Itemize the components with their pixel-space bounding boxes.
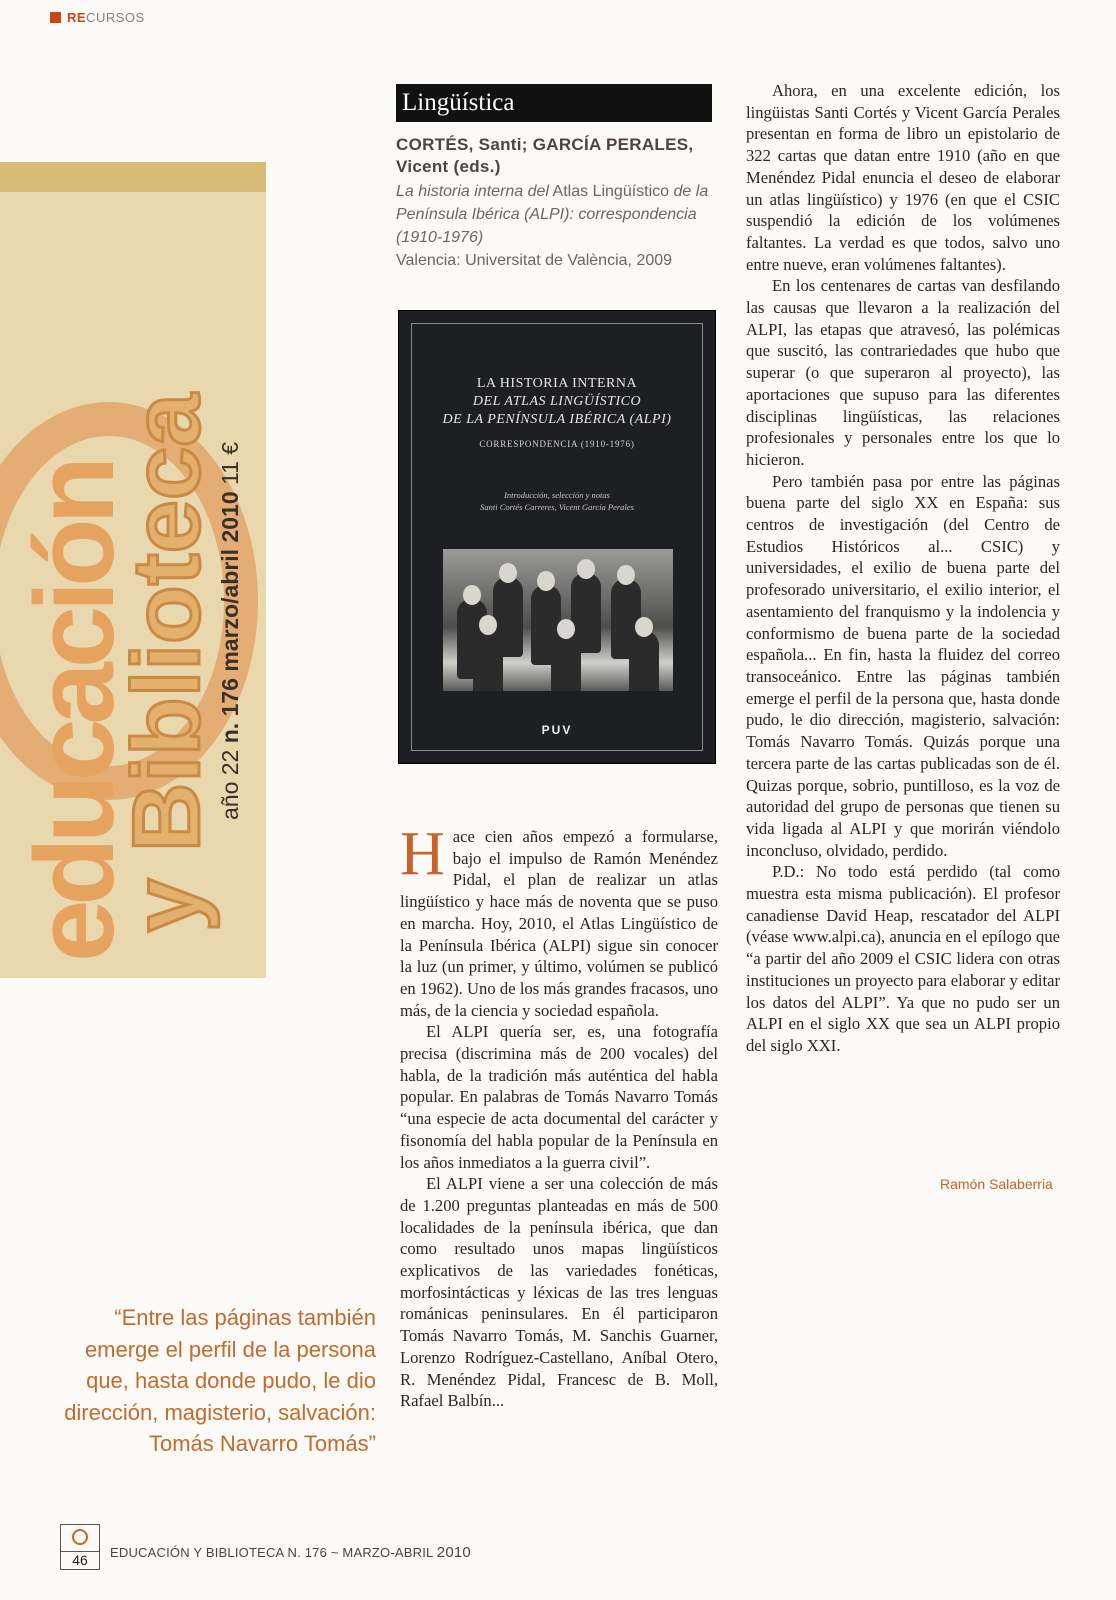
book-info [396, 180, 714, 272]
issue-info [217, 442, 244, 820]
footer-year: 2010 [436, 1544, 471, 1561]
book-title-a: La historia interna del [396, 183, 549, 200]
cover-group-photo [443, 549, 673, 691]
logo-word-biblioteca [112, 393, 222, 932]
journal-banner [0, 162, 266, 978]
cover-title-line1: LA HISTORIA INTERNA [476, 376, 638, 391]
journal-logo-icon [72, 1529, 88, 1545]
book-title-c: de la Península Ibérica [396, 183, 709, 223]
cover-title-line3: DE LA PENÍNSULA IBÉRICA (ALPI) [442, 412, 672, 427]
cover-credits [399, 489, 715, 513]
logo-word-educacion: educación [12, 462, 137, 962]
footer-journal-name: EDUCACIÓN Y BIBLIOTECA N. 176 ~ MARZO-ABRIL [110, 1545, 433, 1560]
book-title-d: (ALPI): correspondencia (1910-1976) [396, 206, 697, 246]
article-column-1 [400, 820, 718, 1412]
book-authors: CORTÉS, Santi; GARCÍA PERALES, Vicent (eds.) [396, 135, 694, 176]
cover-credits-line2: Santi Cortés Carreres, Vicent García Perales [480, 502, 634, 512]
issue-price: 11 € [217, 441, 243, 485]
book-title-b: Atlas Lingüístico [552, 183, 670, 200]
article-paragraph-3: El ALPI viene a ser una colección de más de 1.200 preguntas planteadas en más de 500 localidades de la península ibérica, que dan como resultado unos mapas lingüísticos explicativos de las variedades fonéticas, morfosintácticas y léxicas de las tres lenguas románicas peninsulares. En él participaron Tomás Navarro Tomás, M. Sanchis Guarner, Lorenzo Rodríguez-Castellano, Aníbal Otero, R. Menéndez Pidal, Francesc de B. Moll, Rafael Balbín... [400, 1174, 718, 1411]
section-header [50, 10, 145, 25]
article-paragraph-2: El ALPI quería ser, es, una fotografía precisa (discrimina más de 200 vocales) del habla, de la tradición más auténtica del habla popular. En palabras de Tomás Navarro Tomás “una especie de acta documental del carácter y fisonomía del habla popular de la Península en los años inmediatos a la guerra civil”. [400, 1022, 718, 1172]
article-paragraph-6: Pero también pasa por entre las páginas buena parte del siglo XX en España: sus centros de investigación (del Centro de Estudios Históricos al... CSIC) y universidades, el exilio de buena parte del profesorado universitario, el exilio interior, el asentamiento del franquismo y la indolencia y conformismo de buena parte de la sociedad española... En fin, hasta la fluidez del correo transoceánico. Entre las páginas también emerge el perfil de la persona que, hasta donde pudo, le dio dirección, magisterio, salvación: Tomás Navarro Tomás. Quizás porque una tercera parte de las cartas publicadas son de él. Quizas porque, sobrio, puntilloso, es la voz de autoridad del grupo de personas que tienen su vida ligada al ALPI y que morirán viéndolo inconcluso, olvidado, perdido. [746, 471, 1060, 860]
logo-word-biblioteca-text: Biblioteca [113, 393, 220, 852]
book-publisher: Valencia: Universitat de València, 2009 [396, 252, 673, 269]
logo-conjunction: y [113, 878, 220, 932]
section-marker-icon [50, 12, 61, 23]
section-title: Lingüística [396, 84, 712, 122]
cover-title [399, 375, 715, 429]
page-number: 46 [61, 1551, 99, 1568]
section-label-rest: CURSOS [86, 10, 145, 25]
article-paragraph-4: Ahora, en una excelente edición, los lingüistas Santi Cortés y Vicent García Perales presentan en forma de libro un epistolario de 322 cartas que datan entre 1910 (año en que Menéndez Pidal enuncia el deseo de elaborar un atlas lingüístico) y 1976 (en que el CSIC suspendió la edición de los volúmenes faltantes. La verdad es que todos, salvo uno entre nueve, eran volúmenes faltantes). [746, 81, 1060, 274]
banner-stripe [0, 162, 266, 192]
book-cover-image [398, 310, 716, 764]
cover-title-line2: DEL ATLAS LINGÜÍSTICO [472, 394, 642, 409]
cover-subtitle: CORRESPONDENCIA (1910-1976) [479, 439, 635, 449]
issue-year: año 22 [217, 749, 243, 820]
article-paragraph-7: P.D.: No todo está perdido (tal como muestra esta misma publicación). El profesor canadiense David Heap, rescatador del ALPI (véase www.alpi.ca), anuncia en el epílogo que “a partir del año 2009 el CSIC lidera con otras instituciones un proyecto para elaborar y editar los datos del ALPI”. Ya que no pudo ser un ALPI en el siglo XX que sea un ALPI propio del siglo XXI. [746, 862, 1060, 1055]
article-column-2 [746, 80, 1060, 1057]
section-label-bold: RE [67, 10, 87, 25]
cover-publisher-mark: PUV [541, 723, 573, 737]
cover-credits-line1: Introducción, selección y notas [504, 490, 610, 500]
footer-journal [110, 1544, 471, 1561]
issue-number: n. 176 marzo/abril 2010 [217, 491, 243, 744]
article-paragraph-5: En los centenares de cartas van desfilando las causas que llevaron a la realización del ALPI, las etapas que atravesó, las polémicas que suscitó, las contrariedades que hubo que superar (o que superaron al proyecto), las aportaciones que supuso para las diferentes disciplinas lingüísticas, las relaciones profesionales y personales entre los que lo hicieron. [746, 276, 1060, 469]
page-number-box [60, 1524, 100, 1570]
author-signature: Ramón Salaberria [940, 1176, 1053, 1192]
article-paragraph-1: Hace cien años empezó a formularse, bajo el impulso de Ramón Menéndez Pidal, el plan de realizar un atlas lingüístico y hace más de noventa que se puso en marcha. Hoy, 2010, el Atlas Lingüístico de la Península Ibérica (ALPI) sigue sin conocer la luz (un primer, y último, volúmen se publicó en 1962). Uno de los más grandes fracasos, uno más, de la ciencia y sociedad española. [400, 820, 718, 1020]
pull-quote: “Entre las páginas también emerge el perfil de la persona que, hasta donde pudo, le dio dirección, magisterio, salvación: Tomás Navarro Tomás” [64, 1305, 376, 1456]
drop-cap: H [400, 820, 445, 888]
